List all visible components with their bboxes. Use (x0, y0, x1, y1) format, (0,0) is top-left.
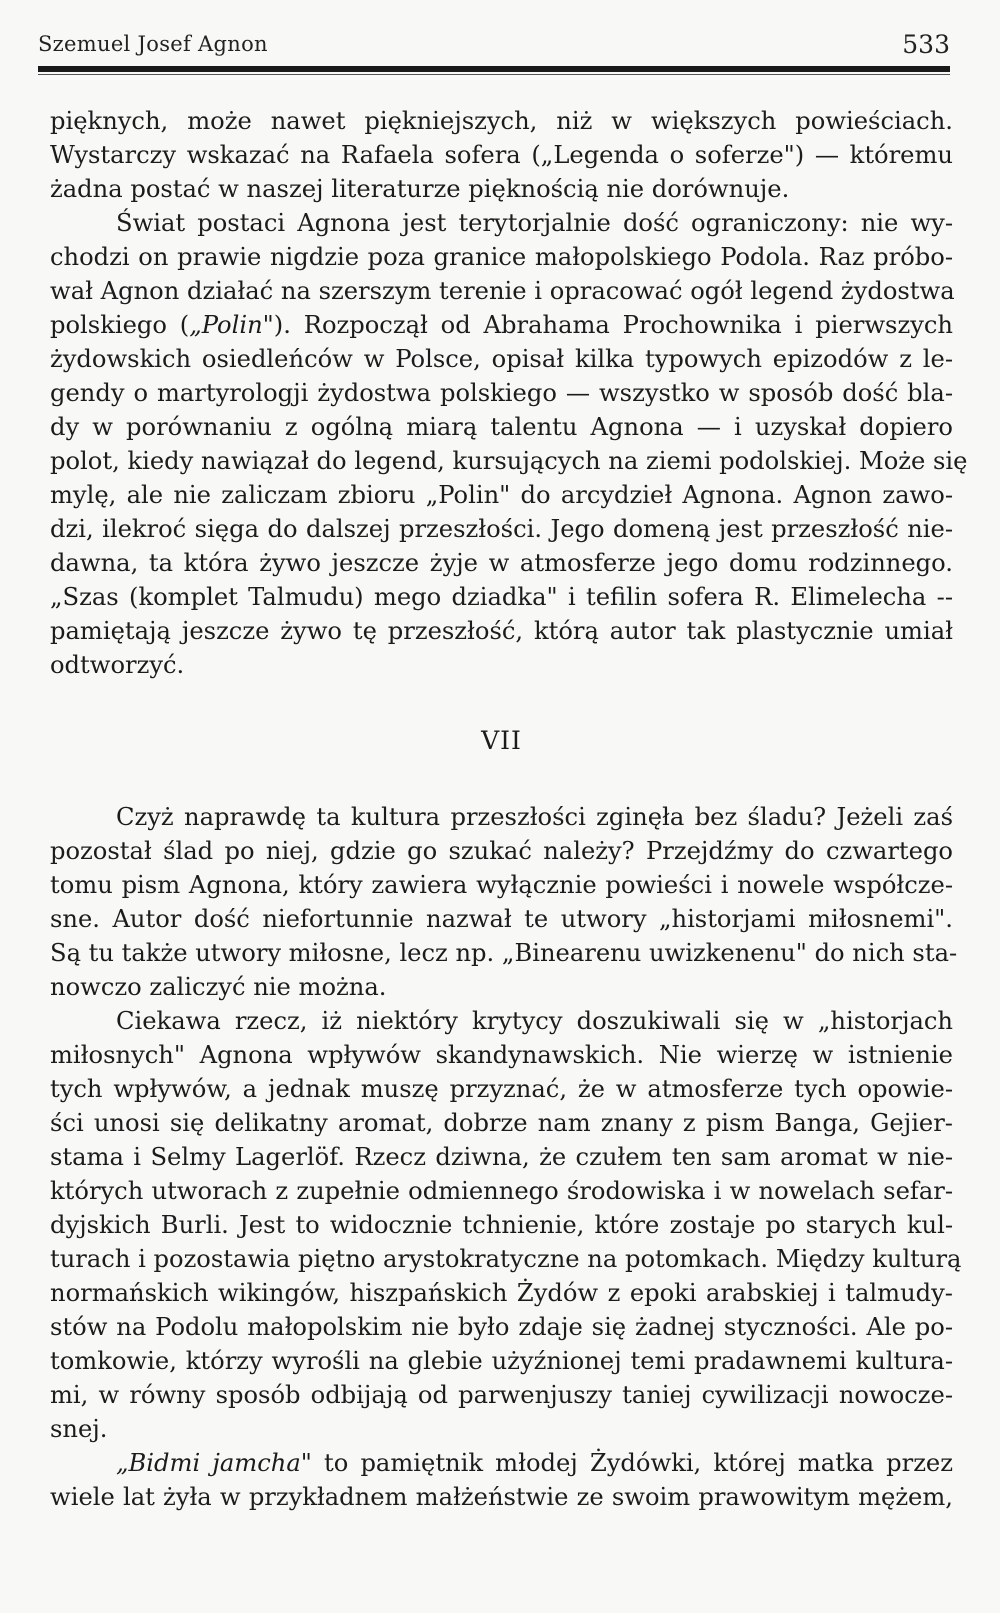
text-line: Czyż naprawdę ta kultura przeszłości zginęła bez śladu? Jeżeli zaś (116, 803, 953, 831)
text-line: mylę, ale nie zaliczam zbioru „Polin" do arcydzieł Agnona. Agnon zawo- (50, 481, 953, 509)
header-rule-thin (38, 74, 950, 75)
text-line: snej. (50, 1415, 108, 1443)
text-line: tych wpływów, a jednak muszę przyznać, że w atmosferze tych opowie- (50, 1075, 953, 1103)
text-line (50, 1446, 953, 1480)
text-line: tomkowie, którzy wyrośli na glebie użyźnionej temi pradawnemi kultura- (50, 1347, 953, 1375)
page-number: 533 (902, 30, 950, 59)
header-rule (38, 66, 950, 72)
text-line: pięknych, może nawet piękniejszych, niż w większych powieściach. (50, 107, 953, 135)
text-line: turach i pozostawia piętno arystokratyczne na potomkach. Między kulturą (50, 1245, 962, 1273)
paragraph-3 (50, 800, 958, 1004)
text-line: miłosnych" Agnona wpływów skandynawskich. Nie wierzę w istnienie (50, 1041, 953, 1069)
text-line: odtworzyć. (50, 651, 185, 679)
text-line: pamiętają jeszcze żywo tę przeszłość, którą autor tak plastycznie umiał (50, 617, 953, 645)
italic-title-polin: „Polin" (189, 311, 274, 339)
text-line: pozostał ślad po niej, gdzie go szukać należy? Przejdźmy do czwartego (50, 837, 953, 865)
text-line: których utworach z zupełnie odmiennego środowiska i w nowelach sefar- (50, 1177, 953, 1205)
paragraph-5 (50, 1446, 953, 1514)
text-line: dawna, ta która żywo jeszcze żyje w atmosferze jego domu rodzinnego. (50, 549, 953, 577)
text-line: normańskich wikingów, hiszpańskich Żydów z epoki arabskiej i talmudy- (50, 1279, 953, 1307)
text-line: Świat postaci Agnona jest terytorjalnie dość ograniczony: nie wy- (116, 209, 953, 237)
text-line: żydowskich osiedleńców w Polsce, opisał kilka typowych epizodów z le- (50, 345, 953, 373)
text-span: ). Rozpoczął od Abrahama Prochownika i pierwszych (273, 311, 953, 339)
text-line: tomu pism Agnona, który zawiera wyłącznie powieści i nowele współcze- (50, 871, 953, 899)
paragraph-1 (50, 104, 953, 206)
text-line: dyjskich Burli. Jest to widocznie tchnienie, które zostaje po starych kul- (50, 1211, 953, 1239)
text-line: stama i Selmy Lagerlöf. Rzecz dziwna, że czułem ten sam aromat w nie- (50, 1143, 953, 1171)
text-line (50, 308, 953, 342)
section-heading: VII (481, 726, 522, 755)
text-line: żadna postać w naszej literaturze pięknością nie dorównuje. (50, 175, 790, 203)
text-line: gendy o martyrologji żydostwa polskiego — wszystko w sposób dość bla- (50, 379, 953, 407)
text-line: chodzi on prawie nigdzie poza granice małopolskiego Podola. Raz próbo- (50, 243, 953, 271)
text-span: polskiego ( (50, 311, 190, 339)
text-line: polot, kiedy nawiązał do legend, kursujących na ziemi podolskiej. Może się (50, 447, 968, 475)
text-line: ści unosi się delikatny aromat, dobrze nam znany z pism Banga, Gejier- (50, 1109, 953, 1137)
text-line: dzi, ilekroć sięga do dalszej przeszłości. Jego domeną jest przeszłość nie- (50, 515, 953, 543)
text-line: „Szas (komplet Talmudu) mego dziadka" i tefilin sofera R. Elimelecha -- (50, 583, 953, 611)
text-line: stów na Podolu małopolskim nie było zdaje się żadnej styczności. Ale po- (50, 1313, 953, 1341)
text-line: wał Agnon działać na szerszym terenie i opracować ogół legend żydostwa (50, 277, 955, 305)
text-line: mi, w równy sposób odbijają od parwenjuszy taniej cywilizacji nowocze- (50, 1381, 953, 1409)
text-line: wiele lat żyła w przykładnem małżeństwie ze swoim prawowitym mężem, (50, 1483, 953, 1511)
text-span: to pamiętnik młodej Żydówki, której matka przez (311, 1449, 953, 1477)
italic-title-bidmi-jamcha: „Bidmi jamcha" (116, 1449, 312, 1477)
text-line: Ciekawa rzecz, iż niektóry krytycy doszukiwali się w „historjach (116, 1007, 953, 1035)
running-head: Szemuel Josef Agnon (38, 32, 268, 56)
page-header (0, 0, 1000, 80)
text-line: dy w porównaniu z ogólną miarą talentu Agnona — i uzyskał dopiero (50, 413, 953, 441)
text-line: Są tu także utwory miłosne, lecz np. „Binearenu uwizkenenu" do nich sta- (50, 939, 958, 967)
paragraph-4 (50, 1004, 962, 1446)
paragraph-2 (50, 206, 968, 682)
text-line: Wystarczy wskazać na Rafaela sofera („Legenda o soferze") — któremu (50, 141, 953, 169)
body-text (50, 104, 968, 1514)
text-line: nowczo zaliczyć nie można. (50, 973, 387, 1001)
text-line: sne. Autor dość niefortunnie nazwał te utwory „historjami miłosnemi". (50, 905, 953, 933)
